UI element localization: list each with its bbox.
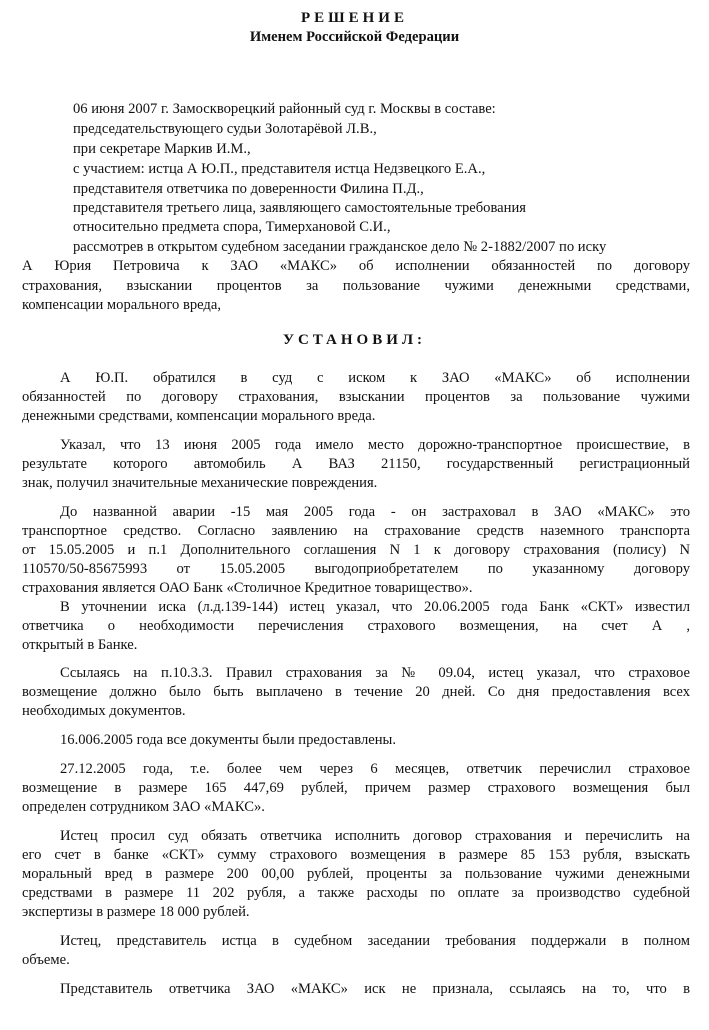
paragraph-line: страхования является ОАО Банк «Столичное Кредитное товарищество». — [22, 580, 473, 596]
paragraph-line: 110570/50-85675993 от 15.05.2005 выгодоприобретателем по указанному договору — [22, 561, 690, 577]
intro-line: с участием: истца А Ю.П., представителя истца Недзвецкого Е.А., — [73, 161, 486, 177]
paragraph-line: необходимых документов. — [22, 703, 186, 719]
paragraph-line: экспертизы в размере 18 000 рублей. — [22, 904, 250, 920]
paragraph-line: Представитель ответчика ЗАО «МАКС» иск не признала, ссылаясь на то, что в — [60, 981, 690, 997]
intro-line: представителя ответчика по доверенности Филина П.Д., — [73, 181, 424, 197]
intro-line: 06 июня 2007 г. Замоскворецкий районный суд г. Москвы в составе: — [73, 101, 496, 117]
document-title: РЕШЕНИЕ — [301, 10, 408, 26]
paragraph-line: возмещение должно было быть выплачено в течение 20 дней. Со дня предоставления всех — [22, 684, 690, 700]
intro-continuation-line: страхования, взыскании процентов за пользование чужими денежными средствами, — [22, 278, 690, 294]
paragraph-line: транспортное средство. Согласно заявлению на страхование средств наземного транспорта — [22, 523, 690, 539]
paragraph-line: Указал, что 13 июня 2005 года имело место дорожно-транспортное происшествие, в — [60, 437, 690, 453]
paragraph-line: объеме. — [22, 952, 70, 968]
paragraph-line: результате которого автомобиль А ВАЗ 21150, государственный регистрационный — [22, 456, 690, 472]
paragraph-line: его счет в банке «СКТ» сумму страхового возмещения в размере 85 153 рубля, взыскать — [22, 847, 690, 863]
paragraph-line: Истец, представитель истца в судебном заседании требования поддержали в полном — [60, 933, 690, 949]
document-subtitle: Именем Российской Федерации — [249, 29, 460, 45]
section-heading-established: УСТАНОВИЛ: — [282, 332, 427, 348]
paragraph-line: До названной аварии -15 мая 2005 года - он застраховал в ЗАО «МАКС» это — [60, 504, 690, 520]
paragraph-line: средствами в размере 11 202 рубля, а также расходы по оплате за производство судебной — [22, 885, 690, 901]
paragraph-line: от 15.05.2005 и п.1 Дополнительного соглашения N 1 к договору страхования (полису) N — [22, 542, 690, 558]
paragraph-line: возмещение в размере 165 447,69 рублей, причем размер страхового возмещения был — [22, 780, 690, 796]
intro-line: относительно предмета спора, Тимерхановой С.И., — [73, 219, 391, 235]
paragraph-line: определен сотрудником ЗАО «МАКС». — [22, 799, 265, 815]
intro-continuation-line: А Юрия Петровича к ЗАО «МАКС» об исполнении обязанностей по договору — [22, 258, 690, 274]
paragraph-line: Истец просил суд обязать ответчика исполнить договор страхования и перечислить на — [60, 828, 690, 844]
paragraph-line: денежными средствами, компенсации морального вреда. — [22, 408, 376, 424]
paragraph-line: знак, получил значительные механические повреждения. — [22, 475, 378, 491]
paragraph-line: открытый в Банке. — [22, 637, 138, 653]
intro-line: представителя третьего лица, заявляющего самостоятельные требования — [73, 200, 526, 216]
paragraph-line: Ссылаясь на п.10.3.3. Правил страхования за № 09.04, истец указал, что страховое — [60, 665, 690, 681]
paragraph-line: ответчика о необходимости перечисления страхового возмещения, на счет А , — [22, 618, 690, 634]
paragraph-line: 16.006.2005 года все документы были предоставлены. — [60, 732, 396, 748]
intro-continuation-line: компенсации морального вреда, — [22, 297, 221, 313]
intro-line: при секретаре Маркив И.М., — [73, 141, 251, 157]
intro-line: председательствующего судьи Золотарёвой Л.В., — [73, 121, 377, 137]
paragraph-line: А Ю.П. обратился в суд с иском к ЗАО «МАКС» об исполнении — [60, 370, 690, 386]
paragraph-line: В уточнении иска (л.д.139-144) истец указал, что 20.06.2005 года Банк «СКТ» известил — [60, 599, 690, 615]
paragraph-line: 27.12.2005 года, т.е. более чем через 6 месяцев, ответчик перечислил страховое — [60, 761, 690, 777]
paragraph-line: обязанностей по договору страхования, взыскании процентов за пользование чужими — [22, 389, 690, 405]
intro-line: рассмотрев в открытом судебном заседании гражданское дело № 2-1882/2007 по иску — [73, 239, 607, 255]
paragraph-line: моральный вред в размере 200 00,00 рублей, проценты за пользование чужими денежными — [22, 866, 690, 882]
